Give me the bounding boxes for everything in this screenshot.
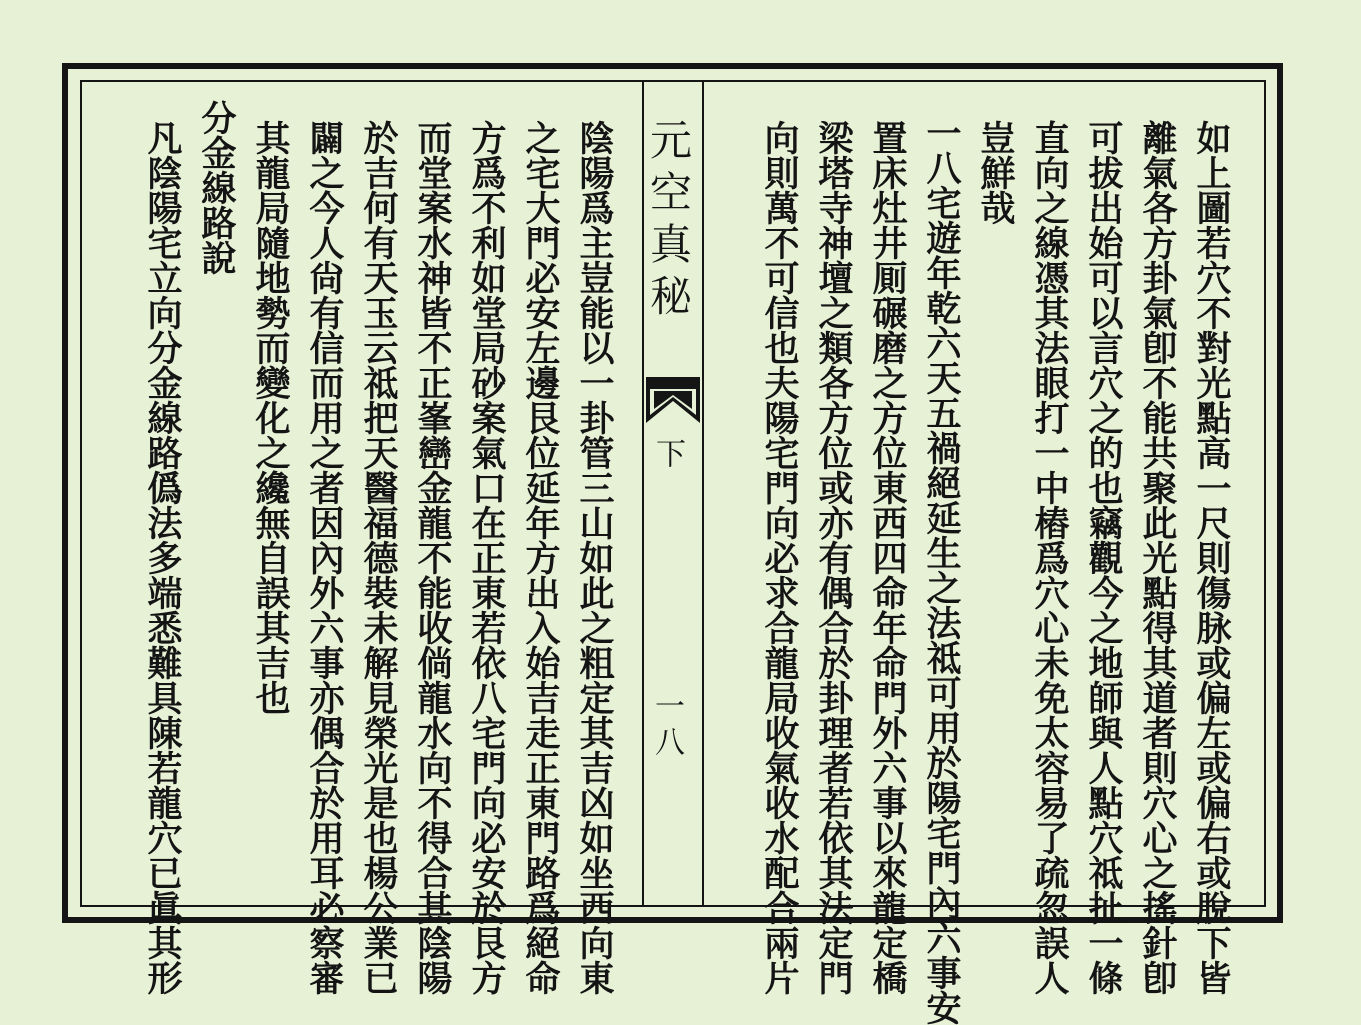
- fish-tail-ornament: [646, 377, 700, 425]
- right-page-column-2: 離氣各方卦氣卽不能共聚此光點得其道者則穴心之搖針卽: [1137, 120, 1178, 995]
- right-page-column-1: 如上圖若穴不對光點高一尺則傷脉或偏左或偏右或脫下皆: [1191, 120, 1232, 995]
- left-page-column-3: 方爲不利如堂局砂案氣口在正東若依八宅門向必安於艮方: [466, 120, 507, 995]
- left-page-column-7: 其龍局隨地勢而變化之纔無自誤其吉也: [250, 120, 291, 715]
- section-heading: 分金線路說: [196, 100, 237, 275]
- left-page-column-4: 而堂案水神皆不正峯巒金龍不能收倘龍水向不得合其陰陽: [412, 120, 453, 995]
- left-page-column-9: 凡陰陽宅立向分金線路僞法多端悉難具陳若龍穴已眞其形: [142, 120, 183, 995]
- right-page-column-4: 直向之線憑其法眼打一中樁爲穴心未免太容易了疏忽誤人: [1029, 120, 1070, 995]
- left-page-column-2: 之宅大門必安左邊艮位延年方出入始吉走正東門路爲絕命: [520, 120, 561, 995]
- left-page-column-5: 於吉何有天玉云祗把天醫福德裝未解見榮光是也楊公業已: [358, 120, 399, 995]
- left-page-column-1: 陰陽爲主豈能以一卦管三山如此之粗定其吉凶如坐西向東: [574, 120, 615, 995]
- right-page-column-7: 置床灶井厠碾磨之方位東西四命年命門外六事以來龍定橋: [867, 120, 908, 995]
- right-page-column-6: 一八宅遊年乾六天五禍絕延生之法祗可用於陽宅門內六事安: [921, 115, 962, 1025]
- right-page-column-5: 豈鮮哉: [975, 120, 1016, 225]
- right-page-column-8: 梁塔寺神壇之類各方位或亦有偶合於卦理者若依其法定門: [813, 120, 854, 995]
- right-page-column-9: 向則萬不可信也夫陽宅門向必求合龍局收氣收水配合兩片: [759, 120, 800, 995]
- center-band-right-rule: [702, 80, 704, 907]
- page-number: 一八: [649, 690, 684, 762]
- book-title: 元空真秘: [644, 118, 693, 326]
- left-page-column-6: 闢之今人尙有信而用之者因內外六事亦偶合於用耳必察審: [304, 120, 345, 995]
- volume-mark: 下: [650, 438, 685, 468]
- right-page-column-3: 可拔出始可以言穴之的也竊觀今之地師與人點穴祗扯一條: [1083, 120, 1124, 995]
